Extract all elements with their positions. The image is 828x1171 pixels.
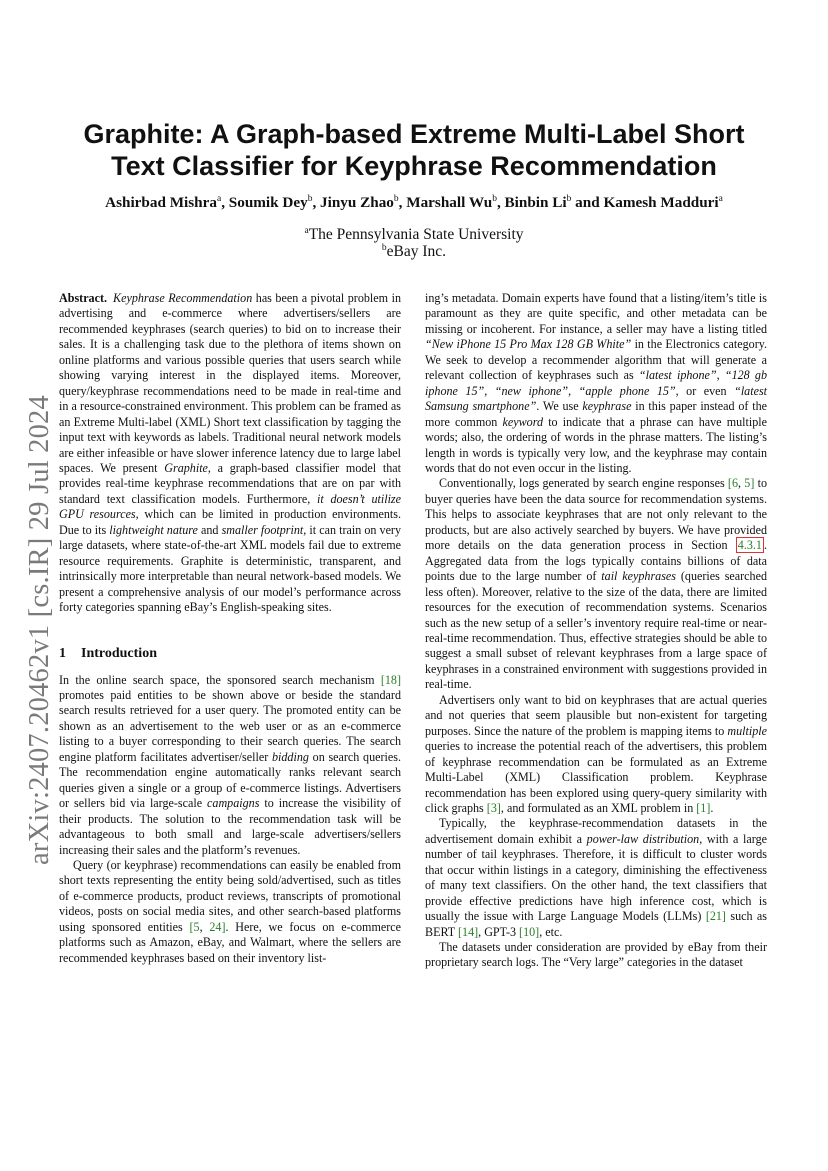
author-list [60,193,768,213]
emphasis: keyphrase [582,399,632,414]
paragraph [425,291,767,476]
text-run: such as BERT [425,909,768,939]
text-run: (queries searched less often). Moreover, relative to the size of the data, there are limited resources for the execution of recommendation systems. Scenarios such as the new setup of a seller’s inventory require real-time or near-real-time recommendation. Thus, effective strategies should be able to suggest a small subset of relevant keyphrases from a large space of keyphrases in a constrained environment with suggestions provided in real-time. [425,569,768,692]
paragraph [425,940,767,971]
emphasis: power-law distribution [586,831,700,846]
author-affiliation-mark: b [566,193,572,204]
text-run: , [716,368,725,383]
emphasis: “latest Samsung smartphone” [425,383,768,414]
text-run: , or even [675,383,735,398]
text-run: Query (or keyphrase) recommendations can easily be enabled from short texts representing the entity being sold/advertised, such as titles of e-commerce products, product reviews, transcripts of promotional videos, posts on social media sites, and other search-based platforms using sponsored entities [59,857,401,934]
emphasis: lightweight nature [109,522,198,537]
introduction-left [59,673,401,967]
text-run: on search queries. The recommendation engine automatically ranks relevant search queries given a single or a group of e-commerce listings. Advertisers or sellers bid via large-scale [59,749,401,811]
emphasis: multiple [727,723,767,738]
text-run: , with a large number of tail keyphrases. Therefore, it is difficult to cluster words that occur within listings in a category, diminishing the effectiveness of many text classifiers. On the other hand, the text classifiers that provide effective predictions have high inference cost, which is usually the issue with Large Language Models (LLMs) [425,831,767,924]
affiliation-b [60,243,768,261]
citation-link[interactable]: [14] [458,924,479,939]
author-affiliation-mark: b [492,193,497,204]
text-run: The datasets under consideration are provided by eBay from their proprietary search logs. The “Very large” categories in the dataset [425,940,767,970]
title-line-2: Text Classifier for Keyphrase Recommendation [111,151,717,181]
text-run: , and formulated as an XML problem in [500,800,697,815]
text-run: , [484,383,495,398]
text-run: . We use [536,399,583,414]
arxiv-id-text: arXiv:2407.20462v1 [cs.IR] 29 Jul 2024 [24,395,55,865]
text-run: , [568,383,579,398]
text-run: Typically, the keyphrase-recommendation datasets in the advertisement domain exhibit a [425,816,767,846]
author-separator: , [496,194,505,211]
abstract [59,291,401,616]
author-name: Ashirbad Mishra [105,194,217,211]
author-affiliation-mark: b [307,193,313,204]
title-line-1: Graphite: A Graph-based Extreme Multi-Label Short [83,119,745,149]
affiliation-a [60,226,768,244]
text-run: , GPT-3 [478,924,520,939]
text-run: to buyer queries have been the data source for recommendation systems. This helps to associate keyphrases that are not only relevant to the products, but are also actively searched by buyers. We have provided more details on the data generation process in Section [425,476,768,553]
text-run: to indicate that a phrase can have multiple words; also, the ordering of words in the phrase matters. The listing’s length in words is typically very low, and the keyphrase may contain words that do not even occur in the listing. [425,414,768,475]
text-run: , [738,476,745,491]
paragraph [59,673,401,858]
citation-link[interactable]: [3] [486,800,501,815]
author-separator: , [398,194,407,211]
text-run: , it can train on very large datasets, where state-of-the-art XML models fail due to extreme resource requirements. Graphite is deterministic, transparent, and intrinsically more interpretable than neural network-based models. We present a comprehensive analysis of our model’s performance across forty categories spanning eBay’s English-speaking sites. [59,522,402,615]
emphasis: keyword [502,414,544,429]
introduction-right [425,291,767,971]
author-separator: , [221,194,229,211]
citation-link[interactable]: [1] [696,800,711,815]
abstract-body [59,291,401,614]
emphasis: smaller footprint [221,522,304,537]
paragraph [59,858,401,966]
text-run: , a graph-based classifier model that provides real-time keyphrase recommendations that are on par with standard text classification models. Furthermore, [59,460,401,506]
text-run: In the online search space, the sponsored search mechanism [59,672,381,687]
affiliation-mark: b [381,242,387,253]
text-run: promotes paid entities to be shown above or beside the standard search results retrieved for a user query. The promoted entity can be shown as an advertisement to the web user or as an e-commerce listing to a buyer corresponding to their search queries. The search engine platform facilitates advertiser/seller [59,687,401,764]
text-run: to increase the visibility of their products. The solution to the recommendation task will be advantageous to both small and large-scale advertisers/sellers increasing their sales and the platform’s revenues. [59,796,401,857]
emphasis: campaigns [207,796,260,811]
paragraph [425,816,767,940]
citation-link[interactable]: [18] [380,672,401,687]
affiliation-mark: a [304,225,309,236]
text-run: , etc. [539,924,563,939]
right-column [425,291,767,971]
citation-link[interactable]: 24] [209,919,226,934]
author-name: Binbin Li [504,194,567,211]
emphasis: bidding [271,749,309,764]
affiliation-name: eBay Inc. [386,243,447,260]
text-run: Advertisers only want to bid on keyphrases that are actual queries and not queries that seem plausible but non-existent for targeting purposes. Since the nature of the problem is mapping items to [425,692,767,738]
text-run: , which can be limited in production environments. Due to its [59,507,401,537]
text-run: . [710,800,714,815]
citation-link[interactable]: [6 [727,476,738,491]
author-name: Marshall Wu [406,194,493,211]
text-run: queries to increase the potential reach of the advertisers, this problem of keyphrase recommendation can be formulated as an Extreme Multi-Label (XML) Classification problem. Keyphrase recommendation has been explored using query-query similarity with click graphs [425,739,767,815]
citation-link[interactable]: [10] [519,924,540,939]
author-affiliation-mark: a [216,193,222,204]
author-name: Jinyu Zhao [320,194,394,211]
text-run: . Here, we focus on e-commerce platforms such as Amazon, eBay, and Walmart, where the sellers are recommended keyphrases based on their inventory list- [59,919,402,965]
emphasis: “apple phone 15” [578,383,676,398]
text-run: in this paper instead of the more common [425,399,767,429]
citation-link[interactable]: [5 [189,919,200,934]
section-reference-link[interactable]: 4.3.1 [737,538,762,553]
paragraph [425,693,767,817]
abstract-label: Abstract. [59,291,108,305]
emphasis: “new iphone” [494,383,569,398]
author-name: Soumik Dey [228,194,308,211]
left-column [59,291,401,966]
emphasis: it doesn’t utilize GPU resources [59,491,401,522]
text-run: . Aggregated data from the logs typically contains billions of data points due to the large number of [425,538,767,584]
emphasis: “New iPhone 15 Pro Max 128 GB White” [425,337,632,352]
author-name: Kamesh Madduri [603,194,719,211]
citation-link[interactable]: 5] [744,476,755,491]
paragraph [425,476,767,692]
section-heading [59,646,401,662]
text-run: , [199,919,210,934]
paper-title [60,118,768,182]
author-affiliation-mark: a [718,193,723,204]
section-number: 1 [59,645,66,661]
text-run: has been a pivotal problem in advertising and e-commerce where advertisers/sellers are recommended keyphrases (search queries) to bid on to increase their sales. It is a challenging task due to the plethora of items shown on online platforms and various possible queries that users search while showing varying interest in the displayed items. Moreover, query/keyphrase recommendations need to be made in real-time and in a resource-constrained environment. This problem can be framed as an Extreme Multi-label (XML) Short text classification by tagging the input text with keywords as labels. Traditional neural network models are either infeasible or have slower inference latency due to large label spaces. We present [59,291,401,475]
section-title: Introduction [81,645,157,661]
text-run: in the Electronics category. We seek to develop a recommender algorithm that will generate a relevant collection of keyphrases such as [425,337,768,383]
emphasis: Keyphrase Recommendation [113,291,253,305]
author-separator: , [312,194,321,211]
text-run: and [197,522,222,537]
emphasis: tail keyphrases [601,569,677,584]
citation-link[interactable]: [21] [705,909,726,924]
text-run: ing’s metadata. Domain experts have found that a listing/item’s title is paramount as they are quite specific, and other metadata can be missing or incoherent. For instance, a seller may have a listing titled [425,291,767,336]
author-separator: and [571,194,604,211]
emphasis: “latest iphone” [638,368,717,383]
emphasis: “128 gb iphone 15” [425,368,767,398]
author-affiliation-mark: b [393,193,399,204]
affiliation-name: The Pennsylvania State University [308,226,524,243]
text-run: Conventionally, logs generated by search engine responses [439,476,728,491]
emphasis: Graphite [164,460,208,475]
